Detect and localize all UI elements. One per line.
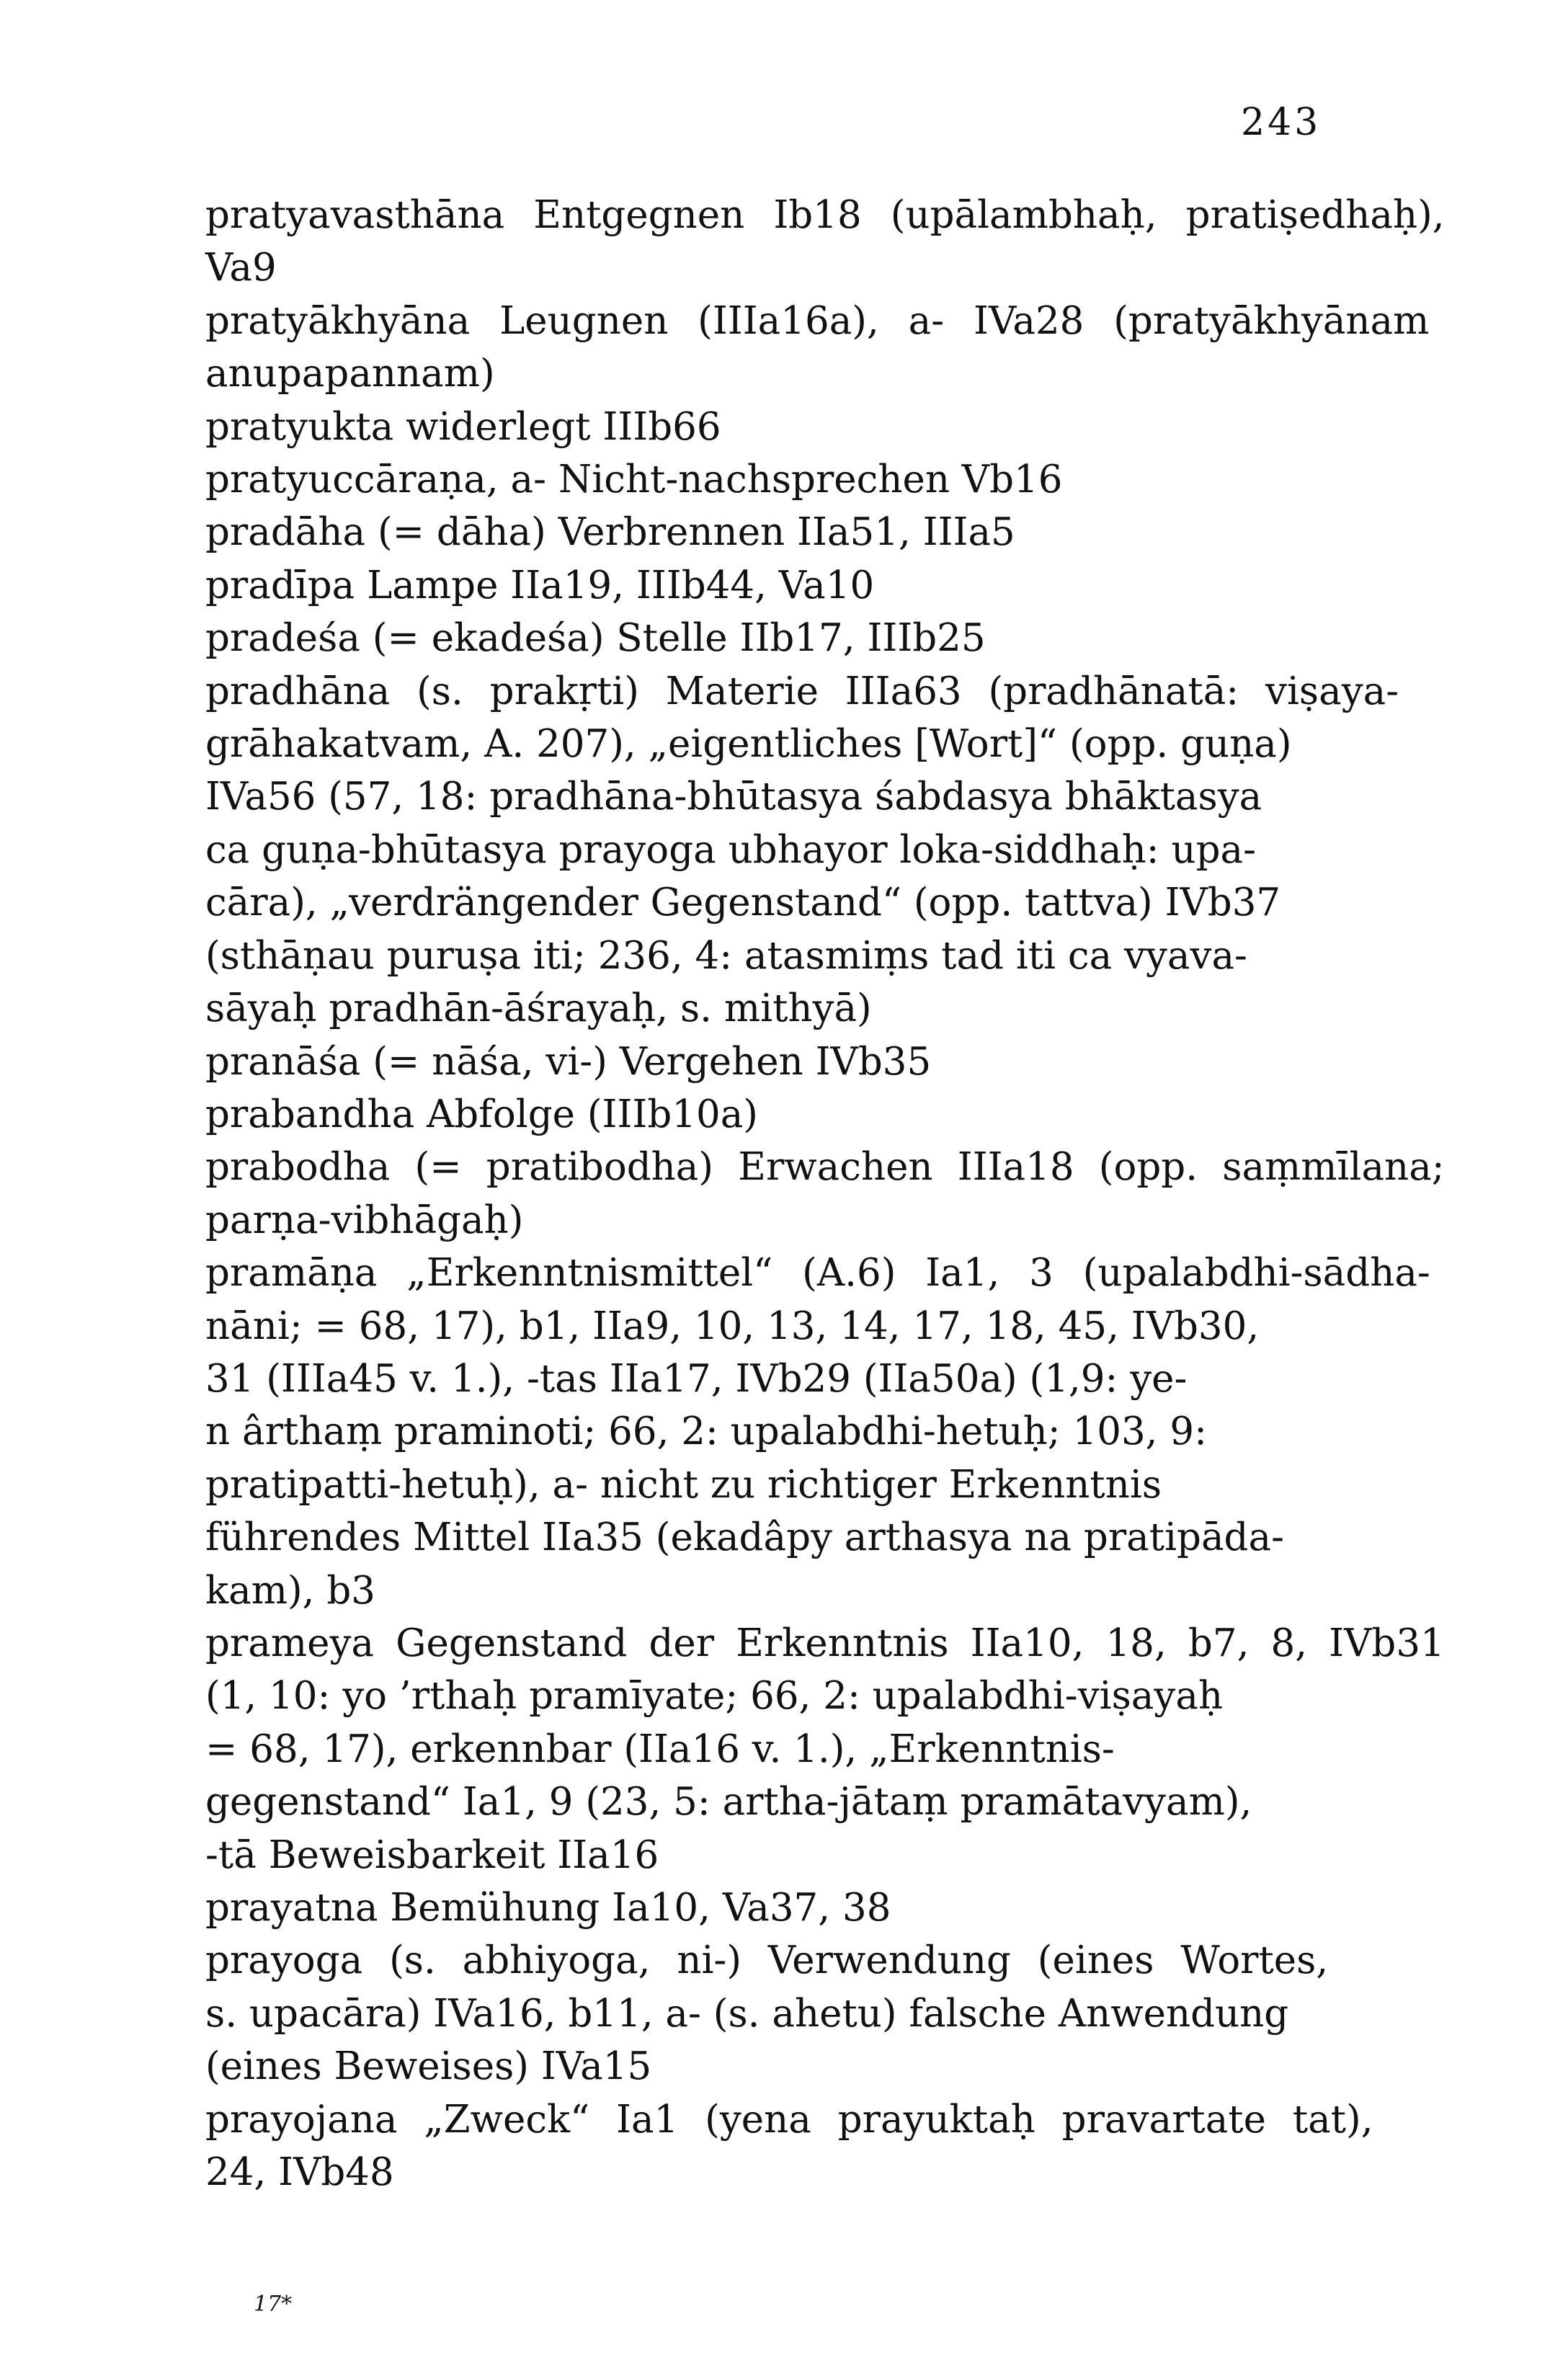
entry-line: Va9 [205,246,277,290]
entry-line: pramāṇa „Erkenntnismittel“ (A.6) Ia1, 3 (upalabdhi-sādha- [205,1251,1430,1296]
index-entry [205,1088,1358,1141]
entry-line: gegenstand“ Ia1, 9 (23, 5: artha-jātaṃ pramātavyam), [205,1780,1252,1825]
entry-line: pratyuccāraṇa, a- Nicht-nachsprechen Vb16 [205,458,1063,502]
entry-line: n ârthaṃ praminoti; 66, 2: upalabdhi-hetuḥ; 103, 9: [205,1410,1207,1454]
index-entry [205,1141,1445,1247]
index-entry [205,453,1358,506]
index-entry [205,2093,1373,2199]
entry-line: prameya Gegenstand der Erkenntnis IIa10, 18, b7, 8, IVb31 [205,1621,1445,1665]
entry-line: pradāha (= dāha) Verbrennen IIa51, IIIa5 [205,510,1015,555]
index-entry [205,506,1358,558]
entry-line: grāhakatvam, A. 207), „eigentliches [Wort]“ (opp. guṇa) [205,722,1292,767]
entry-line: sāyaḥ pradhān-āśrayaḥ, s. mithyā) [205,987,872,1031]
index-entries [205,189,1445,2199]
entry-line: = 68, 17), erkennbar (IIa16 v. 1.), „Erkenntnis- [205,1727,1115,1771]
index-entry [205,1882,1358,1934]
entry-line: s. upacāra) IVa16, b11, a- (s. ahetu) falsche Anwendung [205,1991,1289,2036]
index-entry [205,1617,1445,1882]
index-entry [205,665,1399,1036]
entry-line: prabodha (= pratibodha) Erwachen IIIa18 (opp. saṃmīlana; [205,1145,1445,1190]
entry-line: pranāśa (= nāśa, vi-) Vergehen IVb35 [205,1039,932,1084]
index-entry [205,295,1430,401]
printer-signature: 17* [254,2292,293,2317]
entry-line: pratyukta widerlegt IIIb66 [205,404,721,449]
entry-line: pradīpa Lampe IIa19, IIIb44, Va10 [205,563,875,607]
entry-line: prayojana „Zweck“ Ia1 (yena prayuktaḥ pravartate tat), [205,2097,1373,2142]
entry-line: IVa56 (57, 18: pradhāna-bhūtasya śabdasya bhāktasya [205,775,1262,819]
entry-line: pratyākhyāna Leugnen (IIIa16a), a- IVa28 (pratyākhyānam [205,298,1430,343]
entry-line: -tā Beweisbarkeit IIa16 [205,1833,659,1877]
page-number: 243 [1241,101,1322,144]
entry-line: kam), b3 [205,1568,375,1613]
entry-line: pratyavasthāna Entgegnen Ib18 (upālambhaḥ, pratiṣedhaḥ), [205,193,1445,237]
index-entry [205,189,1445,295]
entry-line: prabandha Abfolge (IIIb10a) [205,1092,758,1136]
entry-line: prayoga (s. abhiyoga, ni-) Verwendung (eines Wortes, [205,1938,1329,1983]
entry-line: (1, 10: yo ’rthaḥ pramīyate; 66, 2: upalabdhi-viṣayaḥ [205,1674,1224,1719]
index-entry [205,1036,1358,1088]
index-entry [205,1934,1358,2093]
entry-line: pradeśa (= ekadeśa) Stelle IIb17, IIIb25 [205,616,986,661]
entry-line: (sthāṇau puruṣa iti; 236, 4: atasmiṃs tad iti ca vyava- [205,933,1247,978]
index-entry [205,612,1358,664]
entry-line: cāra), „verdrängender Gegenstand“ (opp. tattva) IVb37 [205,881,1281,925]
entry-line: pradhāna (s. prakṛti) Materie IIIa63 (pradhānatā: viṣaya- [205,669,1399,713]
entry-line: prayatna Bemühung Ia10, Va37, 38 [205,1886,891,1930]
entry-line: (eines Beweises) IVa15 [205,2044,652,2089]
entry-line: anupapannam) [205,352,495,396]
index-entry [205,559,1358,612]
index-entry [205,401,1358,453]
entry-line: 24, IVb48 [205,2150,394,2195]
entry-line: 31 (IIIa45 v. 1.), -tas IIa17, IVb29 (IIa50a) (1,9: ye- [205,1356,1188,1401]
index-entry [205,1247,1430,1617]
entry-line: parṇa-vibhāgaḥ) [205,1198,524,1242]
entry-line: nāni; = 68, 17), b1, IIa9, 10, 13, 14, 17, 18, 45, IVb30, [205,1304,1260,1348]
entry-line: ca guṇa-bhūtasya prayoga ubhayor loka-siddhaḥ: upa- [205,827,1257,872]
entry-line: pratipatti-hetuḥ), a- nicht zu richtiger Erkenntnis [205,1462,1162,1507]
entry-line: führendes Mittel IIa35 (ekadâpy arthasya na pratipāda- [205,1515,1284,1560]
